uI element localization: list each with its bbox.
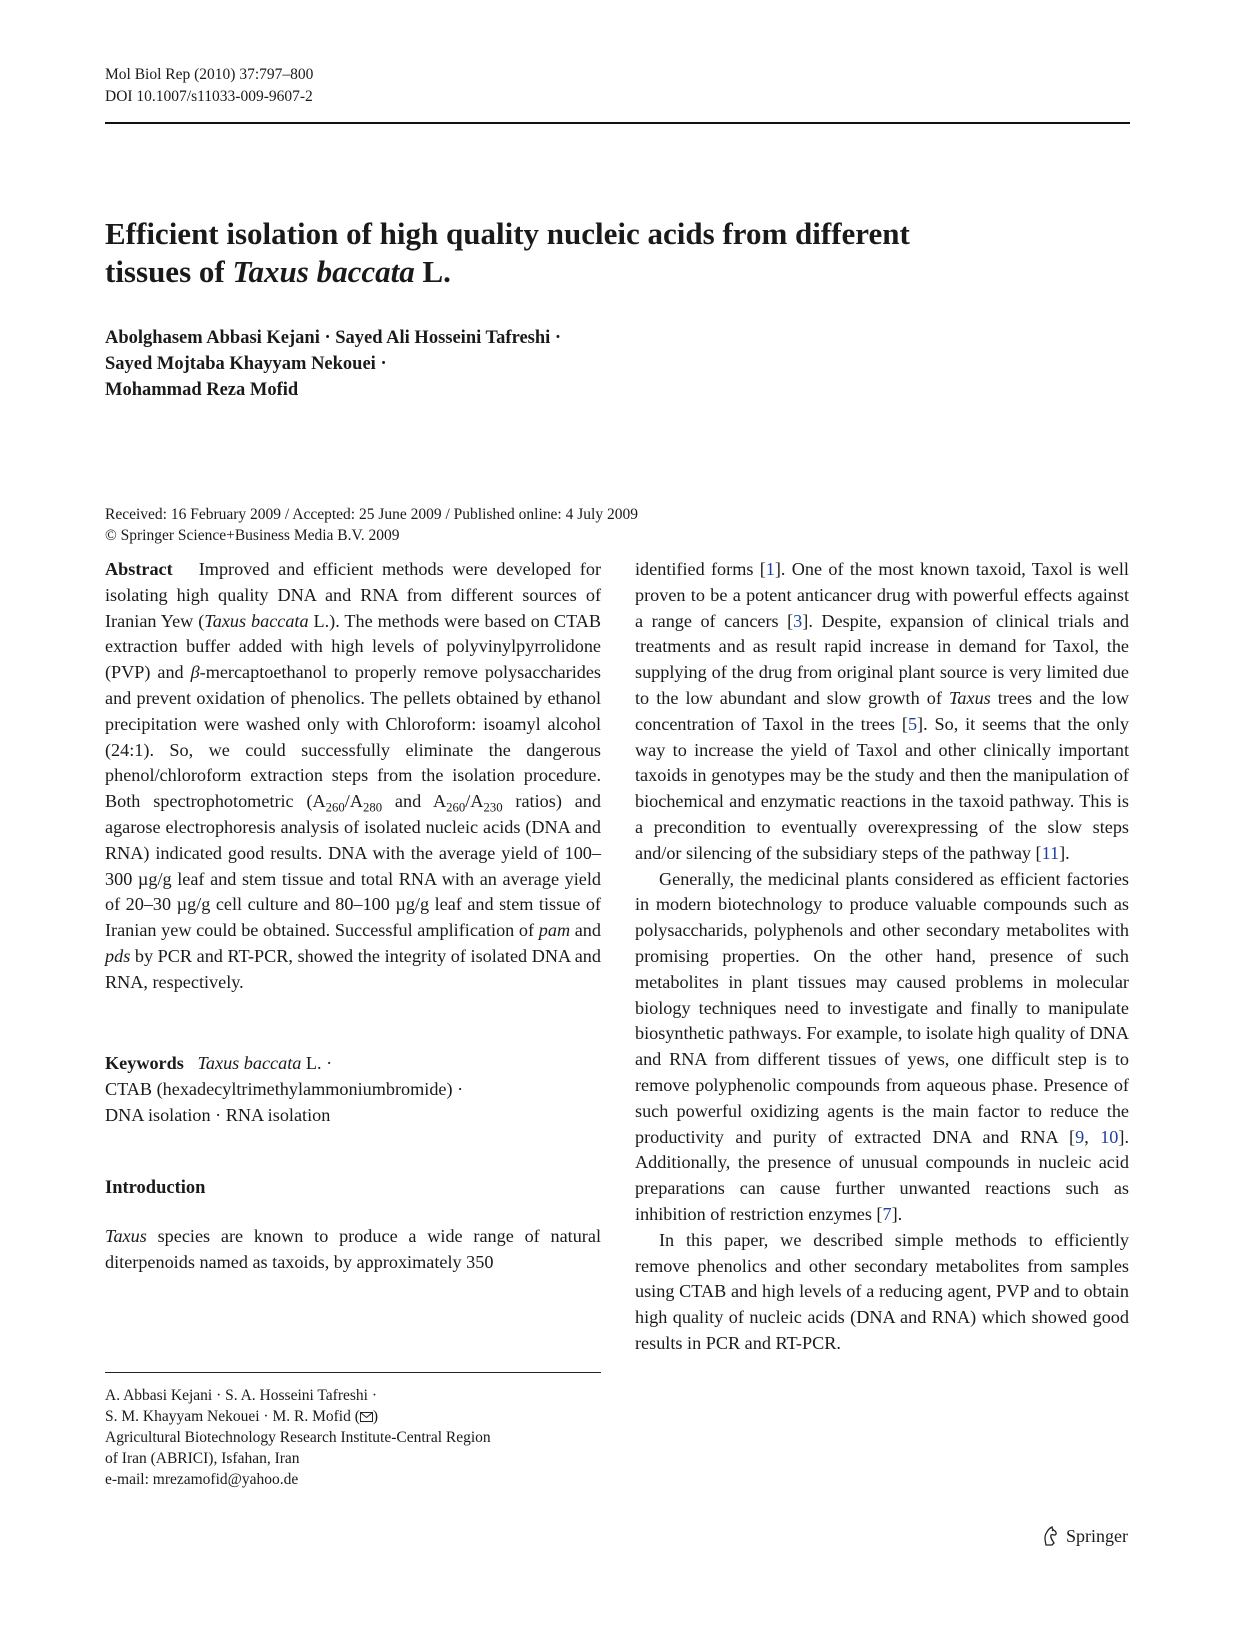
publisher-logo [1040,1524,1128,1548]
corresponding-email[interactable]: e-mail: mrezamofid@yahoo.de [105,1471,299,1488]
citation-link[interactable]: 11 [1041,842,1060,863]
title-line-1: Efficient isolation of high quality nucleic acids from different [105,216,910,251]
citation-link[interactable]: 1 [765,559,775,579]
publisher-name: Springer [1066,1526,1128,1546]
envelope-icon[interactable] [360,1412,373,1422]
authors-line-3: Mohammad Reza Mofid [105,380,299,400]
introduction-paragraph: Taxus species are known to produce a wide range of natural diterpenoids named as taxoids, by approximately 350 [105,1226,601,1272]
species-name: Taxus baccata [232,254,415,289]
citation-link[interactable]: 9 [1075,1126,1085,1147]
paragraph: In this paper, we described simple methods to efficiently remove phenolics and other secondary metabolites from samples using CTAB and high levels of a reducing agent, PVP and to obtain high quality of nucleic acids (DNA and RNA) which showed good results in PCR and RT-PCR. [635,1229,1129,1353]
title-line-2: tissues of Taxus baccata L. [105,254,451,289]
abstract: Abstract Improved and efficient methods were developed for isolating high quality DNA and RNA from different sources of Iranian Yew (Taxus baccata L.). The methods were based on CTAB extraction buffer added with high levels of polyvinylpyrrolidone (PVP) and β-mercaptoethanol to properly remove polysaccharides and prevent oxidation of phenolics. The pellets obtained by ethanol precipitation were washed only with Chloroform: isoamyl alcohol (24:1). So, we could successfully eliminate the dangerous phenol/chloroform extraction steps from the isolation procedure. Both spectrophotometric ($A_{260}/A_{280}$ and $A_{260}/A_{230}$ ratios) and agarose electrophoresis analysis of isolated nucleic acids (DNA and RNA) indicated good results. DNA with the average yield of 100–300 µg/g leaf and stem tissue and total RNA with an average yield of 20–30 µg/g cell culture and 80–100 µg/g leaf and stem tissue of Iranian yew could be obtained. Successful amplification of pam and pds by PCR and RT-PCR, showed the integrity of isolated DNA and RNA, respectively. [105,559,602,992]
author-affiliation-footnote: A. Abbasi Kejani · S. A. Hosseini Tafreshi · S. M. Khayyam Nekouei · M. R. Mofid ( ) Agricultural Biotechnology Research Institute-Central Region of Iran (ABRICI), Isfahan, Iran e-mail: mrezamofid@yahoo.de [105,1385,601,1490]
article-history [105,504,905,546]
author-list [105,325,805,403]
journal-citation: Mol Biol Rep (2010) 37:797–800 [105,66,314,83]
journal-header [105,64,313,108]
header-rule [105,122,1130,124]
right-column-text [635,557,1129,1357]
paragraph: identified forms [1]. One of the most known taxoid, Taxol is well proven to be a potent anticancer drug with powerful effects against a range of cancers [3]. Despite, expansion of clinical trials and treatments and as result rapid increase in demand for Taxol, the supplying of the drug from original plant source is very limited due to the low abundant and slow growth of Taxus trees and the low concentration of Taxol in the trees [5]. So, it seems that the only way to increase the yield of Taxol and other clinically important taxoids in genotypes may be the study and then the manipulation of biochemical and enzymatic reactions in the taxoid pathway. This is a precondition to eventually overexpressing of the slow steps and/or silencing of the subsidiary steps of the pathway [11]. [635,559,1130,863]
doi[interactable]: DOI 10.1007/s11033-009-9607-2 [105,88,313,105]
authors-line-1: Abolghasem Abbasi Kejani · Sayed Ali Hosseini Tafreshi · [105,328,562,348]
article-title [105,215,1065,291]
footnote-rule [105,1372,601,1373]
abstract-label: Abstract [105,559,173,579]
citation-link[interactable]: 10 [1100,1126,1119,1147]
keywords: Keywords Taxus baccata L. · CTAB (hexadecyltrimethylammoniumbromide) · DNA isolation · RNA isolation [105,1053,464,1125]
authors-line-2: Sayed Mojtaba Khayyam Nekouei · [105,354,387,374]
citation-link[interactable]: 5 [907,713,918,734]
introduction-heading: Introduction [105,1178,206,1198]
citation-link[interactable]: 7 [882,1203,892,1224]
paragraph: Generally, the medicinal plants considered as efficient factories in modern biotechnology to produce valuable compounds such as polysaccharids, polyphenols and other secondary metabolites with promising properties. On the other hand, presence of such metabolites in plant tissues may caused problems in molecular biology techniques need to investigate and finally to manipulate biosynthetic pathways. For example, to isolate high quality of DNA and RNA from different tissues of yews, one difficult step is to remove polyphenolic compounds from aqueous phase. Presence of such powerful oxidizing agents is the main factor to reduce the productivity and purity of extracted DNA and RNA [9, 10]. Additionally, the presence of unusual compounds in nucleic acid preparations can cause further unwanted reactions such as inhibition of restriction enzymes [7]. [635,868,1129,1224]
copyright: © Springer Science+Business Media B.V. 2009 [105,527,400,544]
citation-link[interactable]: 3 [793,610,803,631]
keywords-label: Keywords [105,1053,184,1073]
history-dates: Received: 16 February 2009 / Accepted: 25 June 2009 / Published online: 4 July 2009 [105,506,638,523]
springer-horse-icon [1040,1525,1060,1547]
